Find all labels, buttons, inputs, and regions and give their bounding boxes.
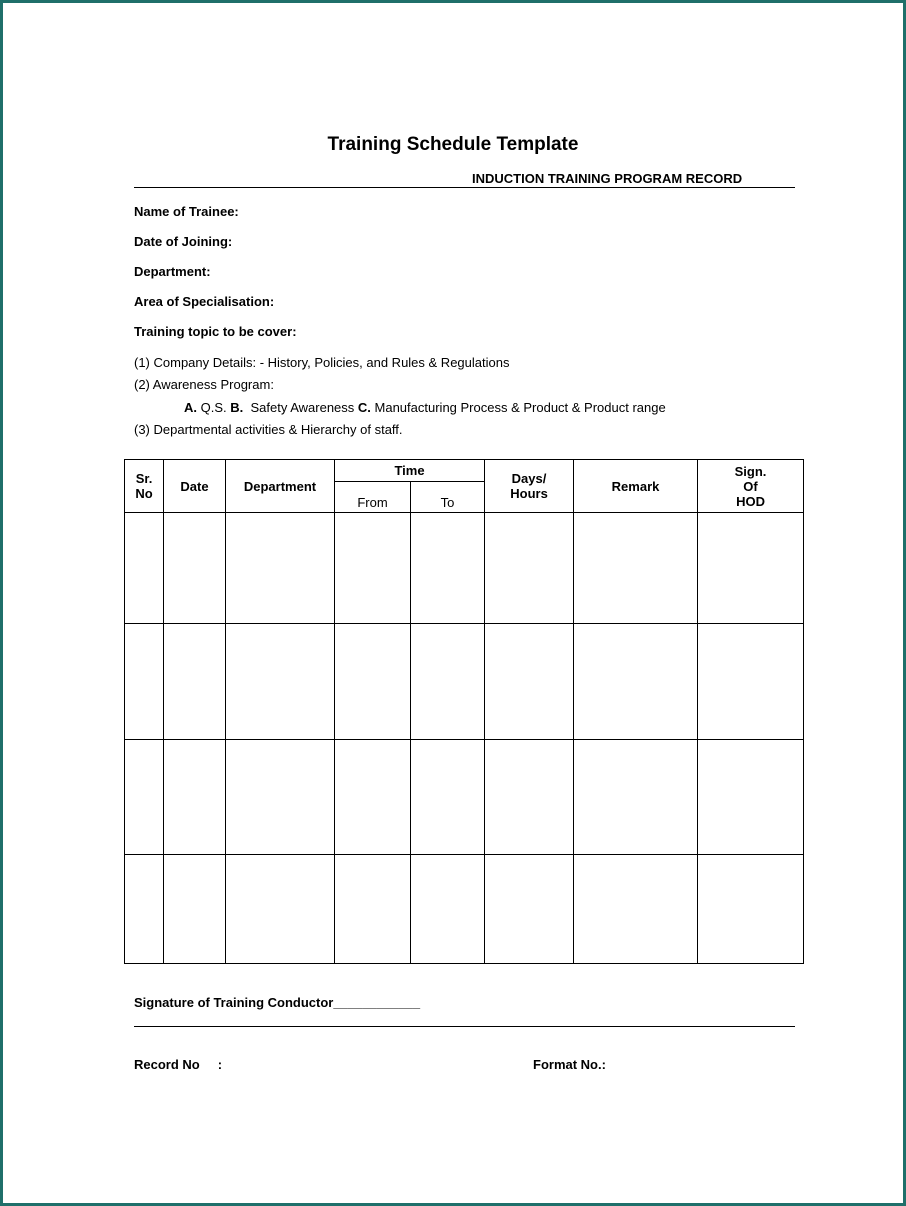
cell-sr-no [125,624,164,740]
date-header: Date [164,460,226,513]
cell-to [411,624,485,740]
cell-department [226,855,335,964]
joining-date-label: Date of Joining: [134,234,233,249]
record-no-label: Record No : [134,1057,223,1072]
table-row [125,624,804,740]
cell-sr-no [125,513,164,624]
specialisation-label: Area of Specialisation: [134,294,275,309]
record-subtitle: INDUCTION TRAINING PROGRAM RECORD [472,171,743,186]
remark-header: Remark [574,460,698,513]
cell-sr-no [125,855,164,964]
cell-remark [574,513,698,624]
department-header: Department [226,460,335,513]
days-hours-header: Days/ Hours [485,460,574,513]
subitem-a-key: A. [184,400,197,415]
cell-to [411,855,485,964]
subitem-c-key: C. [357,400,371,415]
sign-hod-header: Sign. Of HOD [698,460,804,513]
cell-days-hours [485,513,574,624]
cell-from [335,513,411,624]
cell-sign-hod [698,855,804,964]
cell-sign-hod [698,739,804,855]
table-row [125,855,804,964]
cell-sr-no [125,739,164,855]
topic-item-1: (1) Company Details: - History, Policies, and Rules & Regulations [134,355,510,370]
signature-line: Signature of Training Conductor____________ [134,995,421,1010]
cell-sign-hod [698,624,804,740]
to-header: To [411,482,485,513]
from-header: From [335,482,411,513]
sr-no-header: Sr. No [125,460,164,513]
cell-department [226,739,335,855]
cell-days-hours [485,739,574,855]
topic-item-2: (2) Awareness Program: [134,377,274,392]
training-schedule-table [124,459,804,964]
cell-department [226,624,335,740]
department-label: Department: [134,264,211,279]
cell-remark [574,739,698,855]
subitem-a-text: Q.S. [197,400,231,415]
trainee-name-label: Name of Trainee: [134,204,239,219]
training-topic-label: Training topic to be cover: [134,324,297,339]
footer-divider [134,1026,795,1027]
format-no-label: Format No.: [533,1057,606,1072]
subitem-b-key: B. [230,400,244,415]
cell-date [164,855,226,964]
cell-from [335,855,411,964]
subitem-b-text: Safety Awareness [243,400,358,415]
header-divider [134,187,795,188]
cell-date [164,739,226,855]
table-row [125,513,804,624]
cell-remark [574,624,698,740]
cell-days-hours [485,855,574,964]
cell-to [411,739,485,855]
page-title: Training Schedule Template [327,134,579,155]
table-row [125,739,804,855]
subitem-c-text: Manufacturing Process & Product & Product range [370,400,666,415]
cell-from [335,624,411,740]
cell-remark [574,855,698,964]
cell-date [164,513,226,624]
cell-days-hours [485,624,574,740]
time-header: Time [335,460,485,482]
cell-date [164,624,226,740]
topic-item-3: (3) Departmental activities & Hierarchy of staff. [134,422,403,437]
cell-sign-hod [698,513,804,624]
cell-from [335,739,411,855]
cell-department [226,513,335,624]
cell-to [411,513,485,624]
awareness-subitems [184,400,666,415]
